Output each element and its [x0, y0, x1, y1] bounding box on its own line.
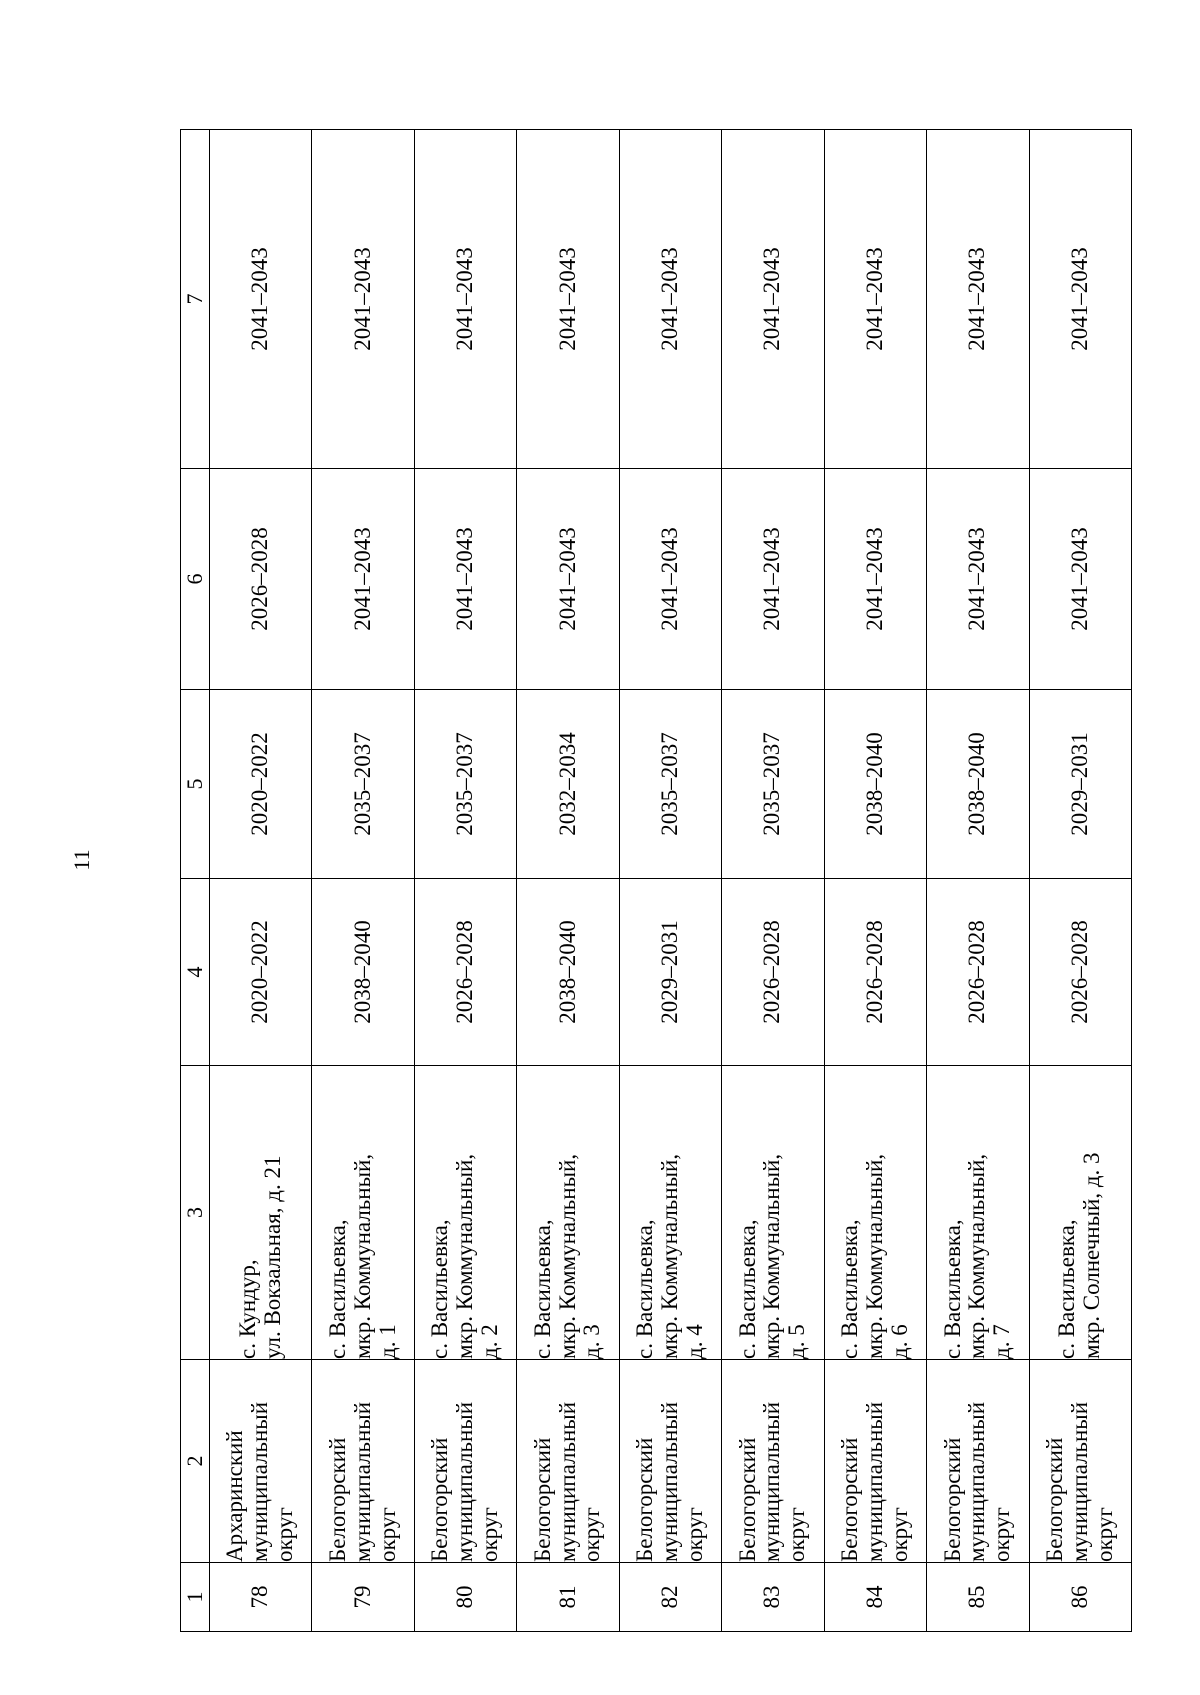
address-cell [517, 1066, 619, 1360]
address-line: ул. Вокзальная, д. 21 [259, 1155, 285, 1359]
district-line: округ [1091, 1507, 1117, 1562]
table-row [927, 130, 1029, 1632]
period-col5: 2032–2034 [517, 690, 619, 879]
period-col5: 2038–2040 [824, 690, 926, 879]
district-line: муниципальный [554, 1401, 580, 1562]
district-line: округ [374, 1507, 400, 1562]
table-row [414, 130, 516, 1632]
row-number: 78 [210, 1563, 312, 1632]
address-line: с. Васильевка, [324, 1219, 350, 1359]
address-line: д. 3 [579, 1324, 605, 1359]
address-line: мкр. Коммунальный, [452, 1153, 478, 1359]
period-col6: 2041–2043 [619, 469, 721, 690]
address-line: мкр. Коммунальный, [861, 1153, 887, 1359]
address-cell [210, 1066, 312, 1360]
address-cell [1029, 1066, 1132, 1360]
address-line: мкр. Солнечный, д. 3 [1079, 1152, 1105, 1359]
row-number: 83 [722, 1563, 824, 1632]
district-cell [619, 1360, 721, 1563]
district-line: округ [886, 1507, 912, 1562]
address-line: мкр. Коммунальный, [554, 1153, 580, 1359]
period-col4: 2026–2028 [824, 879, 926, 1066]
column-header: 1 [181, 1563, 210, 1632]
district-cell [210, 1360, 312, 1563]
district-cell [414, 1360, 516, 1563]
address-line: с. Васильевка, [1054, 1219, 1080, 1359]
period-col4: 2020–2022 [210, 879, 312, 1066]
period-col7: 2041–2043 [927, 130, 1029, 469]
district-cell [312, 1360, 414, 1563]
period-col7: 2041–2043 [312, 130, 414, 469]
period-col4: 2026–2028 [927, 879, 1029, 1066]
period-col7: 2041–2043 [1029, 130, 1132, 469]
period-col4: 2026–2028 [1029, 879, 1132, 1066]
period-col4: 2026–2028 [414, 879, 516, 1066]
district-line: Белогорский [939, 1437, 965, 1562]
table-row [722, 130, 824, 1632]
district-cell [722, 1360, 824, 1563]
address-line: с. Васильевка, [837, 1219, 863, 1359]
address-cell [927, 1066, 1029, 1360]
address-cell [824, 1066, 926, 1360]
district-line: муниципальный [964, 1401, 990, 1562]
address-line: мкр. Коммунальный, [657, 1153, 683, 1359]
table-row [210, 130, 312, 1632]
district-line: округ [784, 1507, 810, 1562]
row-number: 84 [824, 1563, 926, 1632]
table-row [312, 130, 414, 1632]
district-line: муниципальный [861, 1401, 887, 1562]
address-line: мкр. Коммунальный, [349, 1153, 375, 1359]
period-col7: 2041–2043 [722, 130, 824, 469]
column-header: 6 [181, 469, 210, 690]
address-cell [414, 1066, 516, 1360]
district-line: округ [477, 1507, 502, 1562]
district-line: округ [272, 1507, 298, 1562]
district-cell [927, 1360, 1029, 1563]
district-line: муниципальный [349, 1401, 375, 1562]
district-line: Белогорский [632, 1437, 658, 1562]
period-col5: 2038–2040 [927, 690, 1029, 879]
column-header: 2 [181, 1360, 210, 1563]
address-line: с. Васильевка, [529, 1219, 555, 1359]
address-line: д. 2 [477, 1324, 502, 1359]
period-col4: 2029–2031 [619, 879, 721, 1066]
district-line: Белогорский [427, 1437, 453, 1562]
period-col5: 2035–2037 [722, 690, 824, 879]
schedule-table [180, 129, 1132, 1632]
address-line: мкр. Коммунальный, [759, 1153, 785, 1359]
period-col6: 2041–2043 [517, 469, 619, 690]
period-col6: 2041–2043 [722, 469, 824, 690]
address-line: д. 6 [886, 1324, 912, 1359]
address-line: д. 7 [989, 1324, 1015, 1359]
period-col6: 2041–2043 [312, 469, 414, 690]
column-header: 4 [181, 879, 210, 1066]
row-number: 79 [312, 1563, 414, 1632]
rotated-table-container [180, 130, 1132, 1632]
period-col6: 2041–2043 [414, 469, 516, 690]
column-header: 7 [181, 130, 210, 469]
district-line: муниципальный [657, 1401, 683, 1562]
period-col5: 2020–2022 [210, 690, 312, 879]
address-line: д. 1 [374, 1324, 400, 1359]
period-col7: 2041–2043 [824, 130, 926, 469]
period-col5: 2035–2037 [312, 690, 414, 879]
district-line: Белогорский [324, 1437, 350, 1562]
district-line: Архаринский [222, 1430, 248, 1562]
table-row [517, 130, 619, 1632]
address-cell [722, 1066, 824, 1360]
address-line: с. Васильевка, [632, 1219, 658, 1359]
period-col6: 2041–2043 [1029, 469, 1132, 690]
period-col6: 2026–2028 [210, 469, 312, 690]
address-cell [312, 1066, 414, 1360]
header-row [181, 130, 210, 1632]
district-line: Белогорский [1042, 1437, 1067, 1562]
district-line: округ [681, 1507, 707, 1562]
period-col4: 2038–2040 [312, 879, 414, 1066]
address-cell [619, 1066, 721, 1360]
address-line: с. Васильевка, [734, 1219, 760, 1359]
table-row [619, 130, 721, 1632]
district-line: муниципальный [759, 1401, 785, 1562]
period-col7: 2041–2043 [210, 130, 312, 469]
row-number: 85 [927, 1563, 1029, 1632]
period-col6: 2041–2043 [927, 469, 1029, 690]
address-line: с. Васильевка, [939, 1219, 965, 1359]
district-cell [1029, 1360, 1132, 1563]
address-line: с. Кундур, [234, 1259, 260, 1359]
period-col5: 2029–2031 [1029, 690, 1132, 879]
table-row [1029, 130, 1132, 1632]
address-line: мкр. Коммунальный, [964, 1153, 990, 1359]
period-col7: 2041–2043 [517, 130, 619, 469]
district-line: Белогорский [837, 1437, 863, 1562]
district-cell [517, 1360, 619, 1563]
page-number: 11 [69, 849, 94, 871]
district-line: муниципальный [247, 1401, 273, 1562]
district-line: муниципальный [452, 1401, 478, 1562]
district-line: Белогорский [529, 1437, 555, 1562]
district-line: муниципальный [1066, 1401, 1092, 1562]
address-line: д. 4 [681, 1324, 707, 1359]
row-number: 82 [619, 1563, 721, 1632]
district-line: Белогорский [734, 1437, 760, 1562]
table-row [824, 130, 926, 1632]
period-col6: 2041–2043 [824, 469, 926, 690]
district-cell [824, 1360, 926, 1563]
district-line: округ [579, 1507, 605, 1562]
period-col7: 2041–2043 [414, 130, 516, 469]
column-header: 3 [181, 1066, 210, 1360]
period-col7: 2041–2043 [619, 130, 721, 469]
period-col4: 2026–2028 [722, 879, 824, 1066]
column-header: 5 [181, 690, 210, 879]
row-number: 80 [414, 1563, 516, 1632]
district-line: округ [989, 1507, 1015, 1562]
period-col4: 2038–2040 [517, 879, 619, 1066]
period-col5: 2035–2037 [414, 690, 516, 879]
period-col5: 2035–2037 [619, 690, 721, 879]
address-line: д. 5 [784, 1324, 810, 1359]
row-number: 86 [1029, 1563, 1132, 1632]
row-number: 81 [517, 1563, 619, 1632]
address-line: с. Васильевка, [427, 1219, 453, 1359]
